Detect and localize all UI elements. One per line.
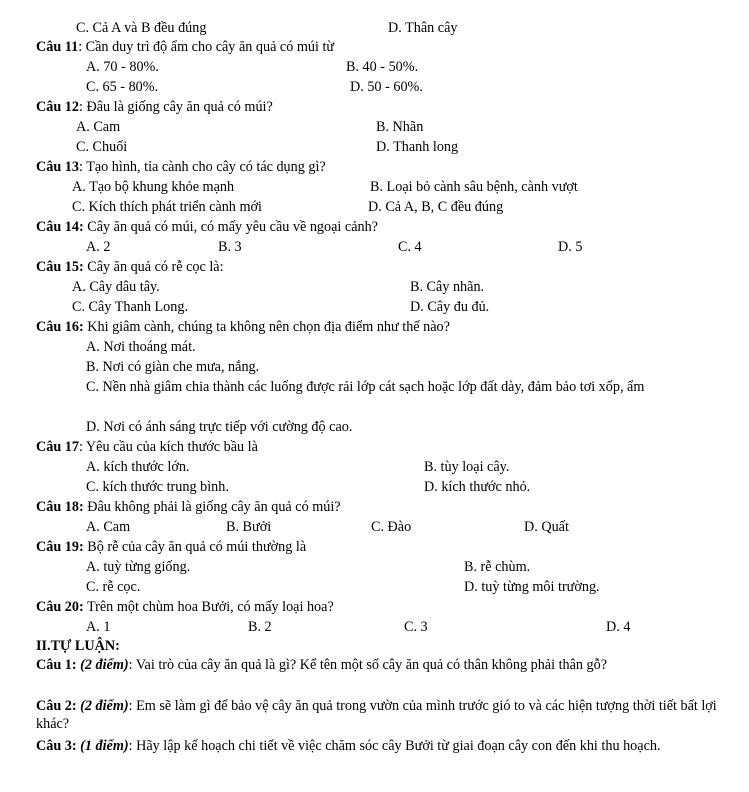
question-15 (36, 257, 224, 277)
option-b: B. 40 - 50%. (346, 59, 419, 75)
question-label: Câu 12 (36, 99, 79, 115)
question-label: Câu 16: (36, 319, 84, 335)
option-c: C. Cả A và B đều đúng (76, 20, 207, 36)
question-16 (36, 317, 450, 337)
question-label: Câu 15: (36, 259, 84, 275)
question-text: : Đâu là giống cây ăn quả có múi? (78, 99, 273, 115)
option-b: B. rễ chùm. (464, 559, 531, 575)
option-b: B. Loại bỏ cành sâu bệnh, cành vượt (370, 179, 578, 195)
question-text: Cây ăn quả có múi, có mấy yêu cầu về ngoại cảnh? (83, 219, 378, 235)
essay-question-3 (36, 737, 741, 755)
question-text: Khi giâm cành, chúng ta không nên chọn địa điểm như thế nào? (83, 319, 450, 335)
essay-label: Câu 2: (36, 698, 77, 714)
option-a: A. tuỳ từng giống. (86, 559, 191, 575)
option-b: B. tùy loại cây. (424, 459, 510, 475)
essay-text: : Hãy lập kế hoạch chi tiết về việc chăm sóc cây Bưởi từ giai đoạn cây con đến khi thu hoạch. (128, 738, 661, 754)
essay-question-1 (36, 656, 741, 674)
question-label: Câu 14: (36, 219, 84, 235)
option-d: D. Cây đu đủ. (410, 299, 490, 315)
option-a: A. Tạo bộ khung khỏe mạnh (72, 179, 235, 195)
option-a: A. Cam (86, 519, 131, 535)
essay-text: : Vai trò của cây ăn quả là gì? Kể tên một số cây ăn quả có thân không phải thân gỗ? (128, 657, 608, 673)
question-label: Câu 20: (36, 599, 84, 615)
option-d: D. Quất (524, 519, 569, 535)
option-c: C. rễ cọc. (86, 579, 141, 595)
option-d: D. Nơi có ánh sáng trực tiếp với cường độ cao. (86, 419, 353, 435)
question-20 (36, 597, 334, 617)
option-a: A. Cây dâu tây. (72, 279, 160, 295)
option-d: D. Thanh long (376, 139, 459, 155)
essay-points: (2 điểm) (80, 657, 129, 673)
option-b: B. 2 (248, 619, 272, 635)
question-label: Câu 13 (36, 159, 79, 175)
option-b: B. Nơi có giàn che mưa, nắng. (86, 359, 260, 375)
option-c: C. Kích thích phát triển cành mới (72, 199, 262, 215)
essay-question-2 (36, 697, 741, 733)
question-label: Câu 19: (36, 539, 84, 555)
question-19 (36, 537, 306, 557)
option-d: D. 4 (606, 619, 631, 635)
question-text: Trên một chùm hoa Bưởi, có mấy loại hoa? (83, 599, 334, 615)
option-b: B. 3 (218, 239, 242, 255)
option-c: C. Cây Thanh Long. (72, 299, 188, 315)
question-label: Câu 11 (36, 39, 79, 55)
question-text: Cây ăn quả có rễ cọc là: (83, 259, 224, 275)
question-11 (36, 37, 334, 57)
essay-points: (1 điểm) (80, 738, 129, 754)
option-a: A. kích thước lớn. (86, 459, 190, 475)
essay-label: Câu 3: (36, 738, 77, 754)
option-a: A. Nơi thoáng mát. (86, 339, 196, 355)
option-b: B. Bưởi (226, 519, 272, 535)
option-d: D. 5 (558, 239, 583, 255)
option-c: C. 65 - 80%. (86, 79, 159, 95)
question-text: : Cần duy trì độ ẩm cho cây ăn quả có múi từ (78, 39, 335, 55)
option-b: B. Nhãn (376, 119, 424, 135)
question-text: : Tạo hình, tỉa cành cho cây có tác dụng gì? (78, 159, 326, 175)
question-14 (36, 217, 378, 237)
question-text: : Yêu cầu của kích thước bầu là (78, 439, 258, 455)
option-b: B. Cây nhãn. (410, 279, 485, 295)
option-a: A. 1 (86, 619, 111, 635)
option-d: D. Cả A, B, C đều đúng (368, 199, 504, 215)
option-c: C. 4 (398, 239, 422, 255)
question-label: Câu 18: (36, 499, 84, 515)
essay-heading: II.TỰ LUẬN: (36, 638, 120, 654)
option-c: C. Đào (371, 519, 412, 535)
option-a: A. 2 (86, 239, 111, 255)
question-13 (36, 157, 326, 177)
question-text: Đâu không phải là giống cây ăn quả có múi? (83, 499, 341, 515)
essay-label: Câu 1: (36, 657, 77, 673)
question-text: Bộ rễ của cây ăn quả có múi thường là (83, 539, 307, 555)
option-d: D. 50 - 60%. (350, 79, 423, 95)
option-d: D. Thân cây (388, 20, 458, 36)
option-c: C. 3 (404, 619, 428, 635)
question-18 (36, 497, 341, 517)
option-a: A. 70 - 80%. (86, 59, 159, 75)
question-label: Câu 17 (36, 439, 79, 455)
essay-text: : Em sẽ làm gì để bảo vệ cây ăn quả trong vườn của mình trước gió to và các hiện tượng thời tiết bất lợi khác? (36, 698, 717, 732)
option-a: A. Cam (76, 119, 121, 135)
option-d: D. tuỳ từng môi trường. (464, 579, 600, 595)
question-17 (36, 437, 258, 457)
essay-points: (2 điểm) (80, 698, 129, 714)
question-12 (36, 97, 273, 117)
option-c: C. Chuối (76, 139, 128, 155)
option-d: D. kích thước nhỏ. (424, 479, 531, 495)
option-c: C. Nền nhà giâm chia thành các luống được rải lớp cát sạch hoặc lớp đất dày, đảm bảo tơi xốp, ẩm (86, 379, 645, 395)
option-c: C. kích thước trung bình. (86, 479, 229, 495)
